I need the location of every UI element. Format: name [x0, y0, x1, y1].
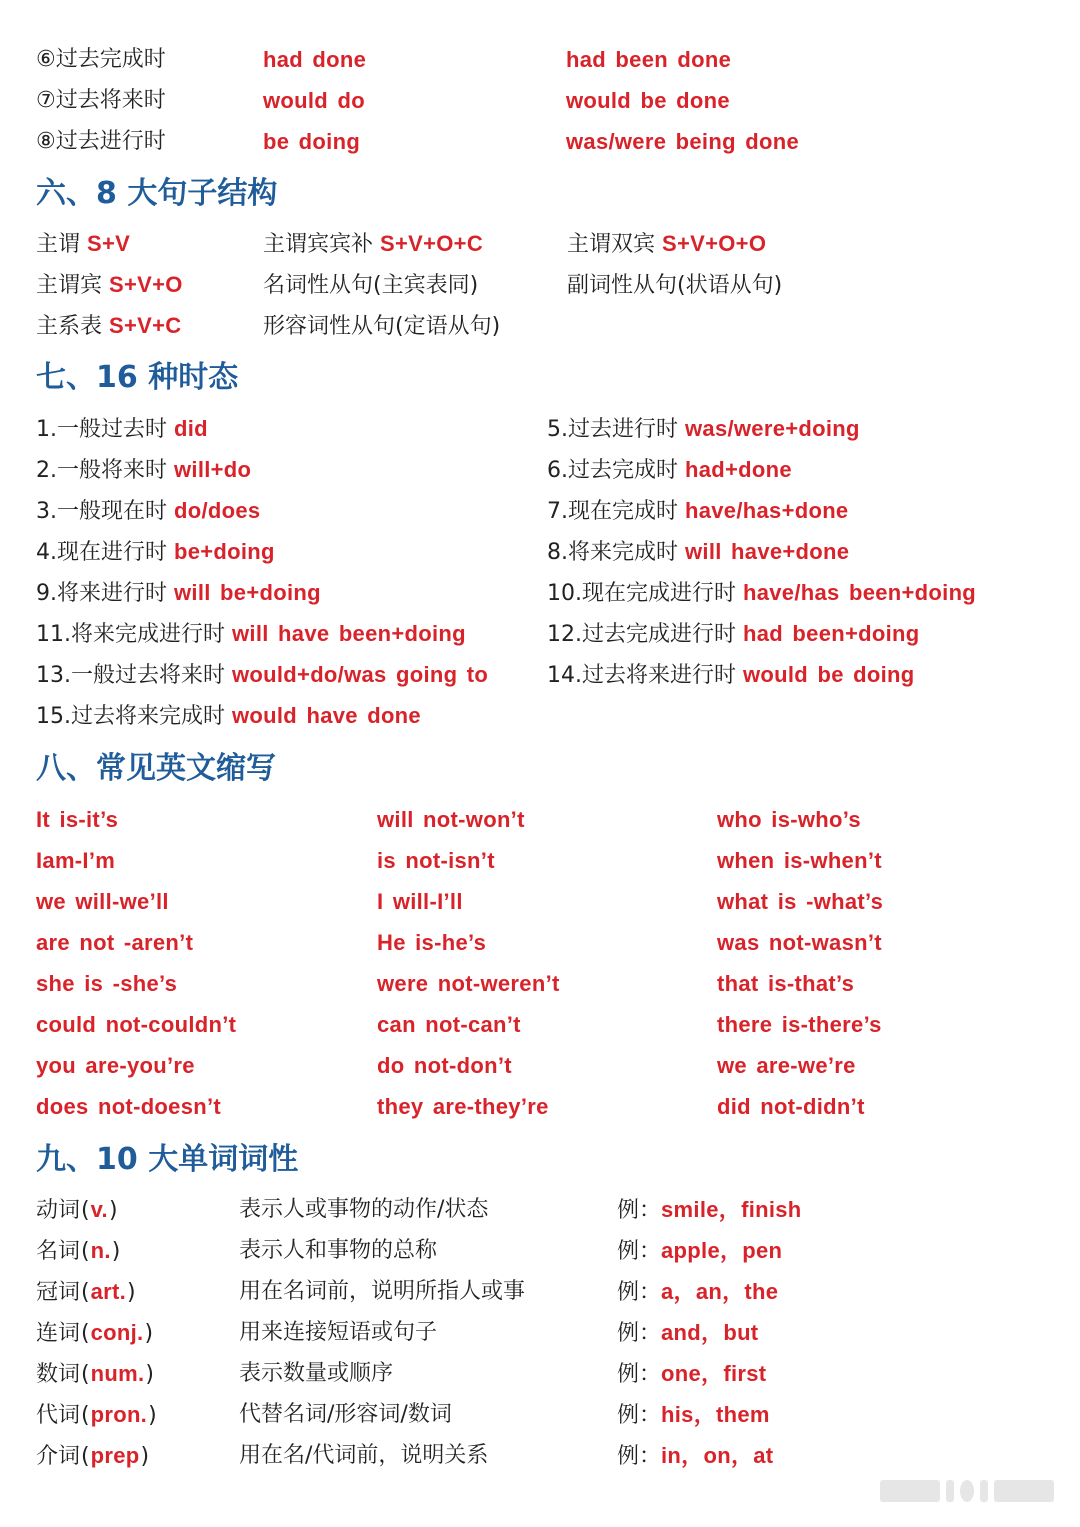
part-of-speech	[36, 1192, 119, 1229]
part-of-speech	[36, 1397, 158, 1434]
tense-label: 4.现在进行时	[36, 540, 167, 565]
contraction: what is -what’s	[717, 889, 884, 914]
text-row	[0, 1192, 1080, 1233]
pos-abbr: v.	[90, 1197, 108, 1222]
structure-formula: S+V	[87, 231, 131, 256]
tense-item	[547, 452, 792, 489]
part-of-speech	[36, 1233, 121, 1270]
contraction: will not-won’t	[377, 807, 525, 832]
example-prefix: 例：	[617, 1403, 662, 1428]
tense-item	[547, 616, 920, 653]
example-words: his，them	[661, 1402, 770, 1427]
pos-example	[617, 1274, 778, 1311]
active-form	[263, 42, 366, 79]
contraction: we will-we’ll	[36, 889, 169, 914]
text-row	[0, 802, 1080, 843]
example-words: apple，pen	[661, 1238, 783, 1263]
tense-name	[36, 42, 166, 78]
contraction-cell	[717, 802, 861, 839]
active-form	[263, 124, 360, 161]
tense-formula: would be doing	[743, 662, 915, 687]
example-words: smile，finish	[661, 1197, 802, 1222]
text-row	[0, 411, 1080, 452]
tense-formula: do/does	[174, 498, 261, 523]
structure-label: 副词性从句(状语从句)	[567, 273, 783, 298]
text-row	[0, 1048, 1080, 1089]
pos-name: 数词	[36, 1362, 81, 1387]
contraction: It is-it’s	[36, 807, 119, 832]
tense-label: ⑦过去将来时	[36, 88, 166, 113]
pos-name: 冠词	[36, 1280, 81, 1305]
pos-example	[617, 1397, 770, 1434]
tense-item	[36, 698, 421, 735]
contraction: He is-he’s	[377, 930, 487, 955]
close-paren: )	[108, 1198, 118, 1223]
tense-formula: will be+doing	[174, 580, 321, 605]
sentence-structure	[36, 267, 183, 304]
text-row	[0, 1397, 1080, 1438]
contraction: do not-don’t	[377, 1053, 512, 1078]
section-nine-title: 九、10 大单词词性	[36, 1142, 299, 1177]
close-paren: )	[111, 1239, 121, 1264]
text-row	[0, 534, 1080, 575]
text-row	[0, 616, 1080, 657]
contraction-cell	[377, 1007, 521, 1044]
pos-description	[239, 1438, 488, 1474]
contraction: we are-we’re	[717, 1053, 856, 1078]
pos-desc: 用在名词前，说明所指人或事	[239, 1279, 526, 1304]
tense-formula: have/has been+doing	[743, 580, 977, 605]
tense-item	[36, 575, 321, 612]
pos-name: 介词	[36, 1444, 81, 1469]
structure-label: 主谓	[36, 232, 81, 257]
part-of-speech	[36, 1315, 154, 1352]
pos-abbr: pron.	[90, 1402, 148, 1427]
tense-label: 2.一般将来时	[36, 458, 167, 483]
close-paren: )	[145, 1362, 154, 1387]
contraction-cell	[36, 1007, 236, 1044]
contraction: Iam-I’m	[36, 848, 116, 873]
tense-label: 15.过去将来完成时	[36, 704, 225, 729]
contraction: is not-isn’t	[377, 848, 495, 873]
passive-formula: was/were being done	[566, 129, 799, 154]
tense-label: 7.现在完成时	[547, 499, 678, 524]
contraction-cell	[717, 1007, 882, 1044]
contraction-cell	[377, 884, 463, 921]
tense-formula: did	[174, 416, 208, 441]
tense-label: 8.将来完成时	[547, 540, 678, 565]
watermark-logo	[880, 1472, 1060, 1506]
text-row	[0, 124, 1080, 165]
example-prefix: 例：	[617, 1280, 662, 1305]
example-prefix: 例：	[617, 1362, 662, 1387]
pos-description	[239, 1233, 437, 1269]
passive-form	[566, 42, 731, 79]
example-words: and，but	[661, 1320, 759, 1345]
contraction-cell	[377, 1089, 549, 1126]
text-row	[0, 1274, 1080, 1315]
tense-label: 9.将来进行时	[36, 581, 167, 606]
contraction: does not-doesn’t	[36, 1094, 222, 1119]
text-row	[0, 42, 1080, 83]
tense-label: ⑧过去进行时	[36, 129, 166, 154]
section-six-title: 六、8 大句子结构	[36, 176, 278, 211]
structure-label: 主系表	[36, 314, 103, 339]
structure-label: 主谓双宾	[567, 232, 656, 257]
tense-name	[36, 124, 166, 160]
example-words: a，an，the	[661, 1279, 779, 1304]
pos-description	[239, 1356, 393, 1392]
contraction-cell	[717, 1048, 856, 1085]
passive-form	[566, 124, 799, 161]
tense-formula: would have done	[232, 703, 421, 728]
part-of-speech	[36, 1274, 137, 1311]
structure-formula: S+V+C	[109, 313, 182, 338]
open-paren: (	[81, 1198, 90, 1223]
contraction-cell	[377, 925, 486, 962]
example-prefix: 例：	[617, 1444, 662, 1469]
contraction: there is-there’s	[717, 1012, 882, 1037]
tense-item	[547, 534, 849, 571]
text-row	[0, 657, 1080, 698]
text-row	[0, 575, 1080, 616]
active-formula: had done	[263, 47, 367, 72]
tense-label: 13.一般过去将来时	[36, 663, 225, 688]
tense-item	[36, 493, 260, 530]
open-paren: (	[81, 1239, 90, 1264]
pos-example	[617, 1315, 758, 1352]
example-words: one，first	[661, 1361, 767, 1386]
passive-form	[566, 83, 730, 120]
pos-name: 名词	[36, 1239, 81, 1264]
part-of-speech	[36, 1356, 155, 1393]
contraction: did not-didn’t	[717, 1094, 865, 1119]
text-row	[0, 83, 1080, 124]
sentence-structure	[263, 308, 500, 345]
pos-desc: 表示人和事物的总称	[239, 1238, 438, 1263]
pos-desc: 表示数量或顺序	[239, 1361, 394, 1386]
text-row	[0, 966, 1080, 1007]
active-formula: would do	[263, 88, 365, 113]
tense-formula: be+doing	[174, 539, 275, 564]
close-paren: )	[144, 1321, 154, 1346]
contraction-cell	[36, 966, 177, 1003]
open-paren: (	[81, 1280, 90, 1305]
tense-formula: will have been+doing	[232, 621, 466, 646]
tense-label: ⑥过去完成时	[36, 47, 166, 72]
text-row	[0, 1089, 1080, 1130]
pos-name: 动词	[36, 1198, 81, 1223]
tense-formula: had been+doing	[743, 621, 920, 646]
close-paren: )	[127, 1280, 136, 1305]
part-of-speech	[36, 1438, 150, 1475]
tense-item	[547, 411, 860, 448]
example-prefix: 例：	[617, 1321, 662, 1346]
tense-label: 14.过去将来进行时	[547, 663, 736, 688]
text-row	[0, 308, 1080, 349]
text-row	[0, 1356, 1080, 1397]
contraction-cell	[36, 843, 115, 880]
pos-abbr: prep	[90, 1443, 140, 1468]
open-paren: (	[81, 1444, 90, 1469]
pos-desc: 代替名词/形容词/数词	[239, 1402, 452, 1427]
structure-formula: S+V+O+O	[662, 231, 767, 256]
tense-formula: will have+done	[685, 539, 850, 564]
text-row	[0, 925, 1080, 966]
contraction-cell	[717, 925, 882, 962]
contraction-cell	[36, 1089, 221, 1126]
tense-formula: will+do	[174, 457, 252, 482]
contraction-cell	[377, 966, 560, 1003]
tense-label: 10.现在完成进行时	[547, 581, 736, 606]
tense-label: 5.过去进行时	[547, 417, 678, 442]
close-paren: )	[148, 1403, 157, 1428]
contraction-cell	[377, 843, 495, 880]
contraction-cell	[717, 884, 883, 921]
text-row	[0, 493, 1080, 534]
active-form	[263, 83, 365, 120]
contraction: were not-weren’t	[377, 971, 560, 996]
text-row	[0, 1233, 1080, 1274]
structure-label: 主谓宾	[36, 273, 103, 298]
text-row	[0, 267, 1080, 308]
tense-formula: would+do/was going to	[232, 662, 489, 687]
contraction: could not-couldn’t	[36, 1012, 237, 1037]
text-row	[0, 452, 1080, 493]
contraction: she is -she’s	[36, 971, 178, 996]
contraction-cell	[717, 966, 854, 1003]
tense-label: 1.一般过去时	[36, 417, 167, 442]
structure-formula: S+V+O	[109, 272, 183, 297]
pos-name: 代词	[36, 1403, 81, 1428]
pos-abbr: n.	[90, 1238, 111, 1263]
tense-formula: was/were+doing	[685, 416, 860, 441]
text-row	[0, 226, 1080, 267]
sentence-structure	[567, 226, 766, 263]
sentence-structure	[263, 226, 483, 263]
pos-abbr: num.	[90, 1361, 145, 1386]
contraction: who is-who’s	[717, 807, 861, 832]
pos-name: 连词	[36, 1321, 81, 1346]
open-paren: (	[81, 1403, 90, 1428]
contraction: can not-can’t	[377, 1012, 521, 1037]
pos-abbr: conj.	[90, 1320, 144, 1345]
tense-label: 11.将来完成进行时	[36, 622, 225, 647]
text-row	[0, 1007, 1080, 1048]
pos-example	[617, 1356, 766, 1393]
tense-item	[547, 575, 976, 612]
open-paren: (	[81, 1362, 90, 1387]
pos-example	[617, 1192, 802, 1229]
contraction-cell	[36, 802, 118, 839]
tense-item	[547, 493, 848, 530]
tense-label: 6.过去完成时	[547, 458, 678, 483]
sentence-structure	[567, 267, 782, 304]
text-row	[0, 843, 1080, 884]
text-row	[0, 884, 1080, 925]
structure-label: 名词性从句(主宾表同)	[263, 273, 479, 298]
contraction-cell	[36, 925, 193, 962]
tense-item	[36, 452, 251, 489]
pos-description	[239, 1274, 525, 1310]
close-paren: )	[140, 1444, 150, 1469]
tense-item	[36, 534, 275, 571]
tense-formula: have/has+done	[685, 498, 849, 523]
contraction: was not-wasn’t	[717, 930, 882, 955]
contraction: they are-they’re	[377, 1094, 549, 1119]
structure-label: 主谓宾宾补	[263, 232, 374, 257]
tense-item	[547, 657, 915, 694]
pos-example	[617, 1233, 782, 1270]
contraction-cell	[36, 884, 169, 921]
pos-desc: 用在名/代词前，说明关系	[239, 1443, 489, 1468]
contraction: you are-you’re	[36, 1053, 195, 1078]
section-eight-title: 八、常见英文缩写	[36, 751, 276, 786]
contraction-cell	[377, 1048, 512, 1085]
example-words: in，on，at	[661, 1443, 774, 1468]
text-row	[0, 698, 1080, 739]
tense-formula: had+done	[685, 457, 792, 482]
passive-formula: would be done	[566, 88, 730, 113]
contraction: that is-that’s	[717, 971, 855, 996]
structure-formula: S+V+O+C	[380, 231, 484, 256]
tense-item	[36, 657, 488, 694]
section-seven-title: 七、16 种时态	[36, 360, 239, 395]
contraction: I will-I’ll	[377, 889, 463, 914]
tense-name	[36, 83, 166, 119]
contraction-cell	[377, 802, 525, 839]
pos-description	[239, 1397, 452, 1433]
sentence-structure	[36, 226, 130, 263]
pos-abbr: art.	[90, 1279, 127, 1304]
tense-label: 12.过去完成进行时	[547, 622, 736, 647]
pos-desc: 表示人或事物的动作/状态	[239, 1197, 489, 1222]
contraction-cell	[717, 843, 882, 880]
example-prefix: 例：	[617, 1239, 662, 1264]
pos-description	[239, 1315, 437, 1351]
text-row	[0, 1315, 1080, 1356]
contraction-cell	[717, 1089, 865, 1126]
sentence-structure	[263, 267, 478, 304]
pos-description	[239, 1192, 488, 1228]
contraction: when is-when’t	[717, 848, 882, 873]
pos-example	[617, 1438, 773, 1475]
passive-formula: had been done	[566, 47, 732, 72]
structure-label: 形容词性从句(定语从句)	[263, 314, 501, 339]
tense-item	[36, 616, 466, 653]
contraction-cell	[36, 1048, 195, 1085]
active-formula: be doing	[263, 129, 361, 154]
example-prefix: 例：	[617, 1198, 662, 1223]
contraction: are not -aren’t	[36, 930, 194, 955]
pos-desc: 用来连接短语或句子	[239, 1320, 438, 1345]
sentence-structure	[36, 308, 181, 345]
tense-item	[36, 411, 208, 448]
tense-label: 3.一般现在时	[36, 499, 167, 524]
open-paren: (	[81, 1321, 90, 1346]
